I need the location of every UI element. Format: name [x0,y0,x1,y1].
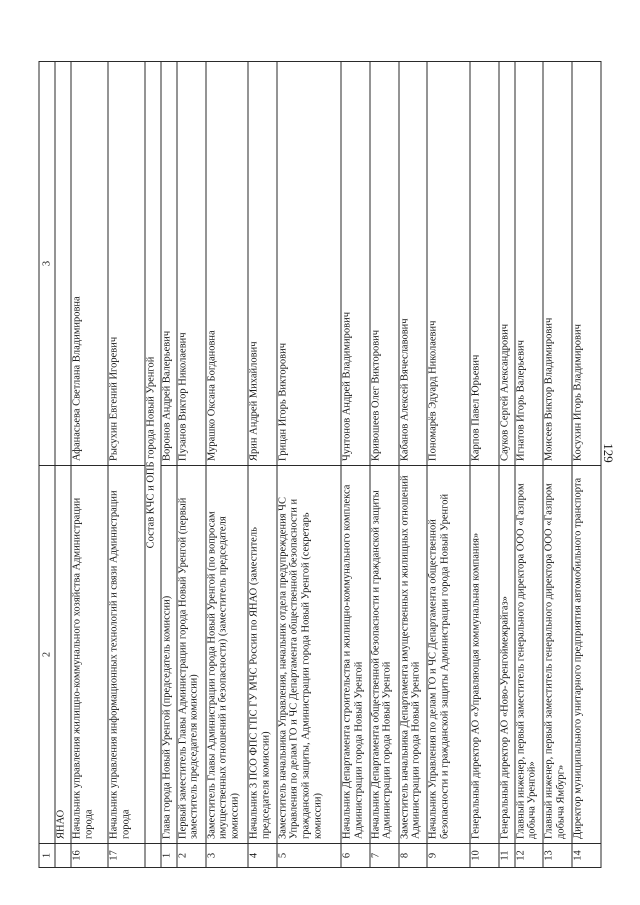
row-number: 10 [470,844,499,868]
row-number: 7 [370,844,399,868]
column-header: 2 [39,466,55,844]
name-cell: Сауков Сергей Александрович [499,62,515,466]
table-row [206,62,249,868]
row-number: 3 [206,844,249,868]
table-row [515,62,544,868]
position-cell: Начальник Департамента строительства и жилищно-коммунального комплекса Администрации города Новый Уренгой [341,466,370,844]
row-number: 17 [108,844,145,868]
row-number: 6 [341,844,370,868]
name-cell: Рысухин Евгений Игоревич [108,62,145,466]
row-number: 12 [515,844,544,868]
row-number: 16 [71,844,108,868]
row-number: 9 [427,844,470,868]
name-cell: Воронов Андрей Валерьевич [161,62,177,466]
table-row [399,62,428,868]
row-number: 2 [177,844,206,868]
section-title: Состав КЧС и ОПБ города Новый Уренгой [145,62,161,844]
table-row [370,62,399,868]
position-cell: Первый заместитель Главы Администрации города Новый Уренгой (первый заместитель председателя комиссии) [177,466,206,844]
position-cell: Начальник 3 ПСО ФПС ГПС ГУ МЧС России по ЯНАО (заместитель председателя комиссии) [248,466,277,844]
row-number [145,844,161,868]
table-row [108,62,145,868]
section-row [145,62,161,868]
position-cell: Директор муниципального унитарного предприятия автомобильного транспорта [572,466,601,844]
name-cell: Пузанов Виктор Николаевич [177,62,206,466]
name-cell: Грицан Игорь Викторович [277,62,341,466]
position-cell: ЯНАО [55,466,71,844]
column-header: 1 [39,844,55,868]
position-cell: Заместитель Главы Администрации города Новый Уренгой (по вопросам имущественных отношений и безопасности) (заместитель председателя комиссии) [206,466,249,844]
position-cell: Начальник Департамента общественной безопасности и гражданской защиты Администрации города Новый Уренгой [370,466,399,844]
commission-table [39,61,602,868]
name-cell: Косухин Игорь Владимирович [572,62,601,466]
table-row [543,62,572,868]
name-cell: Карпов Павел Юрьевич [470,62,499,466]
position-cell: Главный инженер, первый заместитель генерального директора ООО «Газпром добыча Уренгой» [515,466,544,844]
rotated-page-content [39,62,602,868]
row-number [55,844,71,868]
name-cell: Игнатов Игорь Валерьевич [515,62,544,466]
row-number: 8 [399,844,428,868]
page-number: 129 [601,443,616,463]
name-cell: Чунтонов Андрей Владимирович [341,62,370,466]
position-cell: Заместитель начальника Управления, начальник отдела предупреждения ЧС Управления по делам ГО и ЧС Департамента общественной безопасности и гражданской защиты, Администрации города Новый Уренгой (секретарь комиссии) [277,466,341,844]
table-row [427,62,470,868]
name-cell [55,62,71,466]
row-number: 13 [543,844,572,868]
table-row [470,62,499,868]
name-cell: Мурашко Оксана Богдановна [206,62,249,466]
table-row [71,62,108,868]
position-cell: Главный инженер, первый заместитель генерального директора ООО «Газпром добыча Ямбург» [543,466,572,844]
name-cell: Кривошеев Олег Викторович [370,62,399,466]
table-row [161,62,177,868]
position-cell: Глава города Новый Уренгой (председатель комиссии) [161,466,177,844]
table-row [55,62,71,868]
table-row [277,62,341,868]
row-number: 4 [248,844,277,868]
table-row [341,62,370,868]
position-cell: Заместитель начальника Департамента имущественных и жилищных отношений Администрации города Новый Уренгой [399,466,428,844]
row-number: 14 [572,844,601,868]
name-cell: Пономарёв Эдуард Николаевич [427,62,470,466]
row-number: 1 [161,844,177,868]
table-row [499,62,515,868]
row-number: 11 [499,844,515,868]
table-row [572,62,601,868]
table-row [248,62,277,868]
position-cell: Генеральный директор АО «Ново-Уренгоймежрайгаз» [499,466,515,844]
name-cell: Афанасьева Светлана Владимировна [71,62,108,466]
name-cell: Моисеев Виктор Владимирович [543,62,572,466]
position-cell: Начальник управления жилищно-коммунального хозяйства Администрации города [71,466,108,844]
table-row [177,62,206,868]
name-cell: Кабанов Алексей Вячеславович [399,62,428,466]
position-cell: Начальник управления информационных технологий и связи Администрации города [108,466,145,844]
column-header: 3 [39,62,55,466]
header-row [39,62,55,868]
name-cell: Ярин Андрей Михайлович [248,62,277,466]
position-cell: Начальник Управления по делам ГО и ЧС Департамента общественной безопасности и гражданской защиты Администрации города Новый Уренгой [427,466,470,844]
position-cell: Генеральный директор АО «Управляющая коммунальная компания» [470,466,499,844]
row-number: 5 [277,844,341,868]
